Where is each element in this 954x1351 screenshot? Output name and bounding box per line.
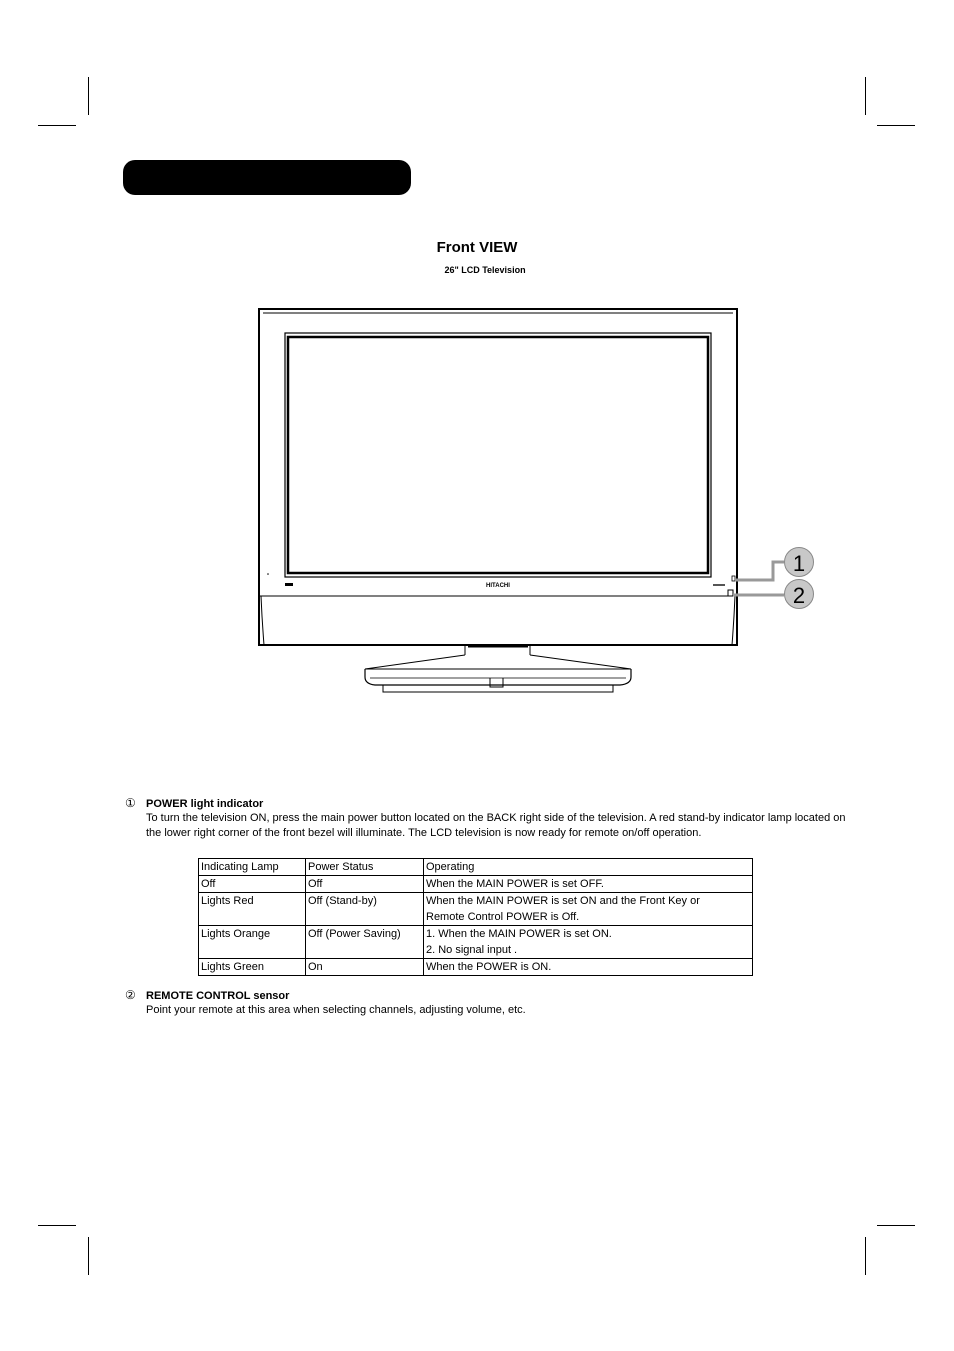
crop-mark xyxy=(877,125,915,126)
operating-line: 1. When the MAIN POWER is set ON. xyxy=(426,928,612,940)
table-cell-lamp: Lights Orange xyxy=(199,926,306,959)
power-indicator-lamp xyxy=(732,576,735,581)
table-row xyxy=(199,876,753,893)
section-number: ① xyxy=(125,796,136,810)
callout-leader-1 xyxy=(735,562,784,580)
table-cell-status: Off (Power Saving) xyxy=(306,926,424,959)
crop-mark xyxy=(88,77,89,115)
indicator-lamp-table xyxy=(198,858,753,976)
section-heading-remote-sensor xyxy=(125,988,289,1002)
tv-front-view-diagram xyxy=(240,300,840,700)
crop-mark xyxy=(877,1225,915,1226)
section-header-bar xyxy=(123,160,411,195)
remote-sensor-description: Point your remote at this area when selecting channels, adjusting volume, etc. xyxy=(146,1004,526,1016)
table-cell-operating: When the MAIN POWER is set OFF. xyxy=(424,876,753,893)
callout-label-2: 2 xyxy=(792,583,806,608)
remote-sensor-window xyxy=(728,590,733,596)
table-cell-status: On xyxy=(306,959,424,976)
section-heading-power-light xyxy=(125,796,263,810)
section-heading-text: REMOTE CONTROL sensor xyxy=(146,990,290,1002)
diagram-title: Front VIEW xyxy=(436,239,518,256)
operating-line: When the MAIN POWER is set ON and the Front Key or xyxy=(426,895,700,907)
table-header-cell: Power Status xyxy=(306,859,424,876)
table-cell-operating: When the POWER is ON. xyxy=(424,959,753,976)
brand-logo: HITACHI xyxy=(486,583,510,589)
table-header-cell: Indicating Lamp xyxy=(199,859,306,876)
table-row xyxy=(199,959,753,976)
section-number: ② xyxy=(125,988,136,1002)
crop-mark xyxy=(865,77,866,115)
tv-bezel-outer xyxy=(259,309,737,645)
operating-line: 2. No signal input . xyxy=(426,944,518,956)
table-cell-lamp: Lights Green xyxy=(199,959,306,976)
crop-mark xyxy=(38,125,76,126)
table-cell-lamp: Off xyxy=(199,876,306,893)
table-cell-operating xyxy=(424,926,753,959)
tv-screen-frame xyxy=(285,333,711,577)
table-cell-operating xyxy=(424,893,753,926)
table-cell-status: Off xyxy=(306,876,424,893)
section-heading-text: POWER light indicator xyxy=(146,798,264,810)
operating-line: Remote Control POWER is Off. xyxy=(426,911,580,923)
crop-mark xyxy=(88,1237,89,1275)
power-light-description: To turn the television ON, press the main power button located on the BACK right side of the television. A red stand-by indicator lamp located on the lower right corner of the front bezel will illuminate. The LCD television is now ready for remote on/off operation. xyxy=(146,812,846,839)
tv-screen xyxy=(288,337,708,573)
table-header-row xyxy=(199,859,753,876)
crop-mark xyxy=(865,1237,866,1275)
crop-mark xyxy=(38,1225,76,1226)
callout-label-1: 1 xyxy=(792,551,806,576)
table-header-cell: Operating xyxy=(424,859,753,876)
table-cell-status: Off (Stand-by) xyxy=(306,893,424,926)
table-row xyxy=(199,893,753,926)
table-row xyxy=(199,926,753,959)
diagram-subtitle: 26" LCD Television xyxy=(444,265,526,275)
table-cell-lamp: Lights Red xyxy=(199,893,306,926)
